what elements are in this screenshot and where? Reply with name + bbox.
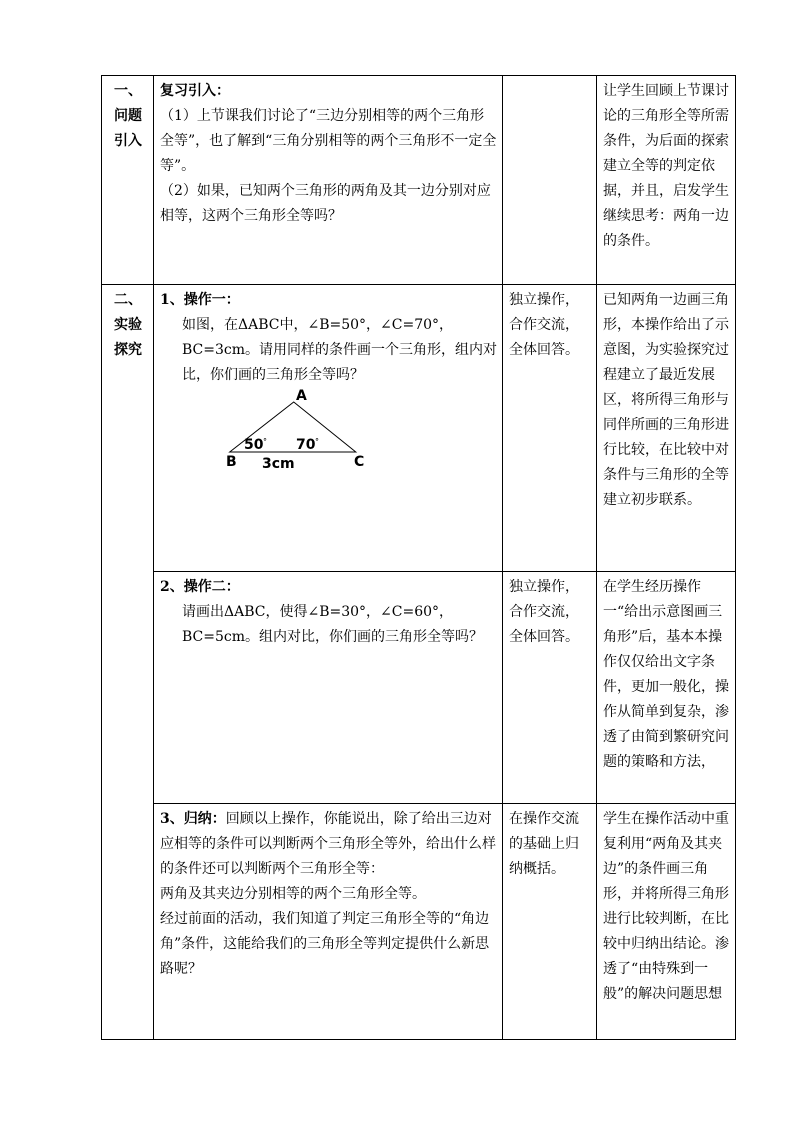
table-row bbox=[102, 804, 736, 1040]
table-row bbox=[102, 572, 736, 804]
content-paragraph: 经过前面的活动，我们知道了判定三角形全等的“角边角”条件，这能给我们的三角形全等判定提供什么新思路呢？ bbox=[160, 911, 490, 977]
content-paragraph: （2）如果，已知两个三角形的两角及其一边分别对应相等，这两个三角形全等吗？ bbox=[160, 183, 491, 224]
content-cell bbox=[154, 76, 503, 285]
content-paragraph: 两角及其夹边分别相等的两个三角形全等。 bbox=[160, 886, 426, 902]
content-paragraph: 如图，在ΔABC中，∠B=50°，∠C=70°，BC=3cm。请用同样的条件画一个三角形，组内对比，你们画的三角形全等吗？ bbox=[182, 317, 498, 383]
angle-b-degree: ° bbox=[263, 437, 267, 446]
intent-cell: 学生在操作活动中重复利用“两角及其夹边”的条件画三角形，并将所得三角形进行比较判断，在比较中归纳出结论。渗透了“由特殊到一般”的解决问题思想 bbox=[597, 804, 736, 1040]
content-heading: 3、归纳： bbox=[160, 811, 226, 827]
content-paragraph: 3、归纳：回顾以上操作，你能说出，除了给出三边对应相等的条件可以判断两个三角形全等外，给出什么样的条件还可以判断两个三角形全等： bbox=[160, 811, 496, 877]
vertex-c-label: C bbox=[354, 454, 365, 470]
lesson-plan-table bbox=[101, 75, 736, 1040]
angle-c-label: 70 bbox=[296, 437, 316, 453]
vertex-a-label: A bbox=[296, 388, 307, 404]
activity-cell: 独立操作，合作交流，全体回答。 bbox=[503, 285, 597, 572]
triangle-diagram bbox=[226, 388, 366, 480]
angle-b-label: 50 bbox=[244, 437, 264, 453]
section-label: 一、 问题 引入 bbox=[102, 76, 154, 285]
activity-cell: 在操作交流的基础上归纳概括。 bbox=[503, 804, 597, 1040]
content-cell bbox=[154, 804, 503, 1040]
activity-cell: 独立操作，合作交流，全体回答。 bbox=[503, 572, 597, 804]
table-row bbox=[102, 285, 736, 572]
content-cell bbox=[154, 572, 503, 804]
content-paragraph: （1）上节课我们讨论了“三边分别相等的两个三角形全等”，也了解到“三角分别相等的两个三角形不一定全等”。 bbox=[160, 108, 497, 174]
activity-cell bbox=[503, 76, 597, 285]
angle-c-degree: ° bbox=[315, 437, 319, 446]
table-row bbox=[102, 76, 736, 285]
intent-cell: 让学生回顾上节课讨论的三角形全等所需条件，为后面的探索建立全等的判定依据，并且，启发学生继续思考：两角一边的条件。 bbox=[597, 76, 736, 285]
content-heading: 2、操作二： bbox=[160, 579, 240, 595]
section-label: 二、 实验 探究 bbox=[102, 285, 154, 1040]
content-cell bbox=[154, 285, 503, 572]
side-bc-label: 3cm bbox=[262, 456, 295, 472]
content-heading: 复习引入： bbox=[160, 83, 230, 99]
content-heading: 1、操作一： bbox=[160, 292, 240, 308]
vertex-b-label: B bbox=[226, 454, 237, 470]
intent-cell: 在学生经历操作一“给出示意图画三角形”后，基本本操作仅仅给出文字条件，更加一般化，操作从简单到复杂，渗透了由简到繁研究问题的策略和方法， bbox=[597, 572, 736, 804]
intent-cell: 已知两角一边画三角形，本操作给出了示意图，为实验探究过程建立了最近发展区，将所得三角形与同伴所画的三角形进行比较，在比较中对条件与三角形的全等建立初步联系。 bbox=[597, 285, 736, 572]
triangle-figure bbox=[160, 388, 497, 480]
content-paragraph: 请画出ΔABC，使得∠B=30°，∠C=60°，BC=5cm。组内对比，你们画的三角形全等吗？ bbox=[182, 604, 484, 645]
